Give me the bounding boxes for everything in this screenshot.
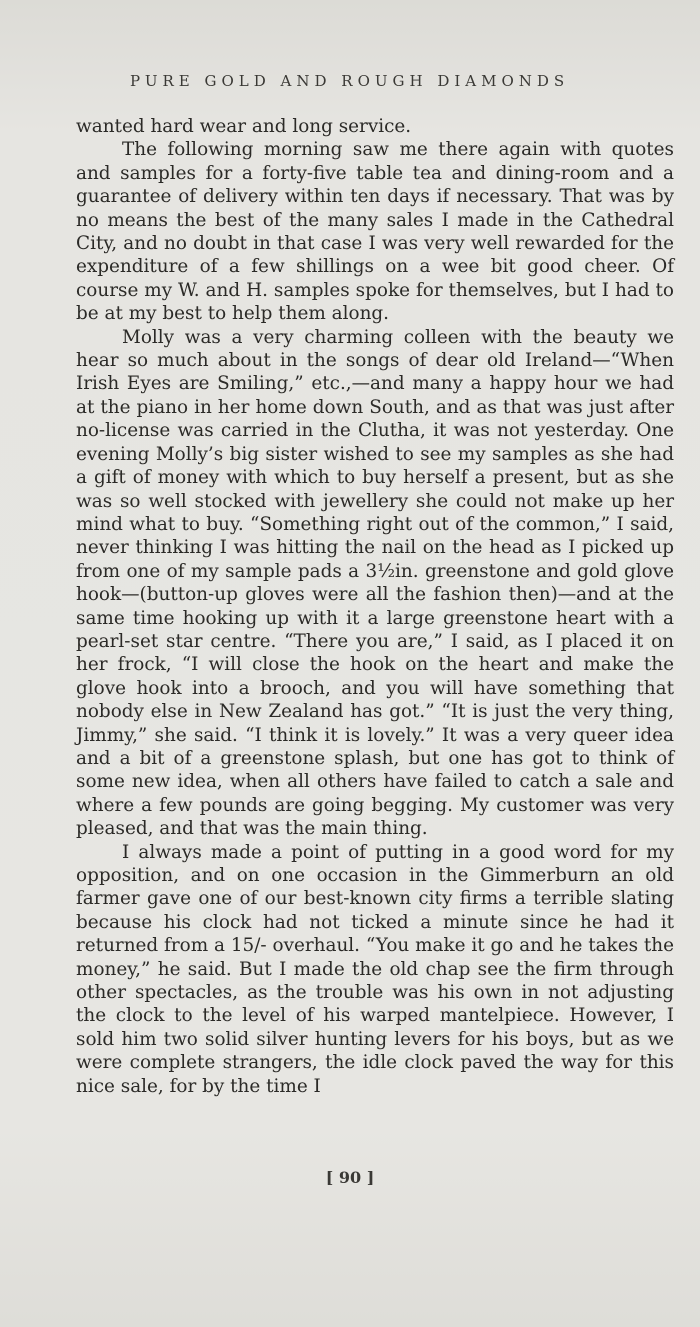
running-head: PURE GOLD AND ROUGH DIAMONDS [130,72,570,90]
body-text [76,115,674,1098]
page-number: [ 90 ] [325,1168,375,1187]
paragraph: Molly was a very charming colleen with the beauty we hear so much about in the songs of dear old Ireland—“When Irish Eyes are Smiling,” etc.,—and many a happy hour we had at the piano in her home down South, and as that was just after no-license was carried in the Clutha, it was not yesterday. One evening Molly’s big sister wished to see my samples as she had a gift of money with which to buy herself a present, but as she was so well stocked with jewellery she could not make up her mind what to buy. “Something right out of the common,” I said, never thinking I was hitting the nail on the head as I picked up from one of my sample pads a 3½in. greenstone and gold glove hook—(button-up gloves were all the fashion then)—and at the same time hooking up with it a large greenstone heart with a pearl-set star centre. “There you are,” I said, as I placed it on her frock, “I will close the hook on the heart and make the glove hook into a brooch, and you will have something that nobody else in New Zealand has got.” “It is just the very thing, Jimmy,” she said. “I think it is lovely.” It was a very queer idea and a bit of a greenstone splash, but one has got to think of some new idea, when all others have failed to catch a sale and where a few pounds are going begging. My customer was very pleased, and that was the main thing. [76,326,674,840]
paragraph-continuation: wanted hard wear and long service. [76,116,412,137]
paragraph: The following morning saw me there again with quotes and samples for a forty-five table tea and dining-room and a guarantee of delivery within ten days if necessary. That was by no means the best of the many sales I made in the Cathedral City, and no doubt in that case I was very well rewarded for the expenditure of a few shillings on a wee bit good cheer. Of course my W. and H. samples spoke for themselves, but I had to be at my best to help them along. [76,139,674,325]
paragraph: I always made a point of putting in a good word for my opposition, and on one occasion in the Gimmerburn an old farmer gave one of our best-known city firms a terrible slating because his clock had not ticked a minute since he had it returned from a 15/- overhaul. “You make it go and he takes the money,” he said. But I made the old chap see the firm through other spectacles, as the trouble was his own in not adjusting the clock to the level of his warped mantelpiece. However, I sold him two solid silver hunting levers for his boys, but as we were complete strangers, the idle clock paved the way for this nice sale, for by the time I [76,841,674,1097]
